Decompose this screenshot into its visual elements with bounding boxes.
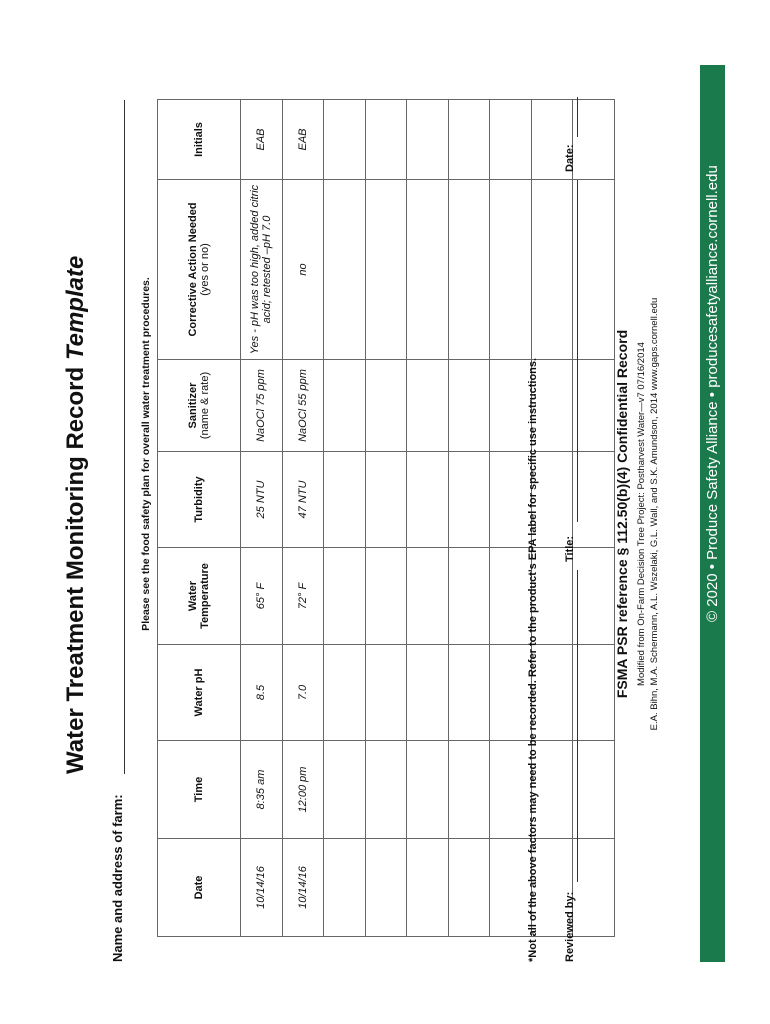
- column-header-label: Water Temperature: [187, 563, 211, 629]
- table-cell[interactable]: [324, 645, 366, 741]
- table-cell[interactable]: [490, 180, 532, 360]
- table-cell[interactable]: [448, 839, 490, 937]
- table-cell[interactable]: Yes - pH was too high, added citric acid; retested –pH 7.0: [241, 180, 283, 360]
- table-row: [490, 100, 532, 937]
- column-header: [158, 452, 241, 548]
- table-cell[interactable]: [531, 180, 573, 360]
- table-cell[interactable]: [448, 360, 490, 452]
- table-cell[interactable]: [407, 180, 449, 360]
- table-row: [282, 100, 324, 937]
- table-cell[interactable]: 72° F: [282, 548, 324, 645]
- table-header-row: [158, 100, 241, 937]
- table-cell[interactable]: [365, 100, 407, 180]
- column-header: [158, 839, 241, 937]
- table-cell[interactable]: [573, 360, 615, 452]
- table-cell[interactable]: [365, 548, 407, 645]
- monitoring-table: [157, 99, 615, 937]
- table-cell[interactable]: [490, 100, 532, 180]
- table-cell[interactable]: 65° F: [241, 548, 283, 645]
- column-header: [158, 548, 241, 645]
- table-cell[interactable]: [324, 452, 366, 548]
- table-cell[interactable]: [365, 839, 407, 937]
- table-cell[interactable]: [365, 741, 407, 839]
- table-cell[interactable]: EAB: [282, 100, 324, 180]
- date-label: Date:: [564, 144, 576, 172]
- table-cell[interactable]: 47 NTU: [282, 452, 324, 548]
- table-cell[interactable]: [365, 360, 407, 452]
- table-cell[interactable]: [573, 548, 615, 645]
- column-header: [158, 360, 241, 452]
- table-cell[interactable]: [490, 452, 532, 548]
- table-cell[interactable]: 10/14/16: [282, 839, 324, 937]
- table-cell[interactable]: no: [282, 180, 324, 360]
- title-italic: Template: [62, 255, 89, 361]
- footer-band: [700, 65, 725, 962]
- table-cell[interactable]: EAB: [241, 100, 283, 180]
- column-header: [158, 100, 241, 180]
- table-cell[interactable]: 7.0: [282, 645, 324, 741]
- table-cell[interactable]: [407, 645, 449, 741]
- table-cell[interactable]: [407, 360, 449, 452]
- table-cell[interactable]: [573, 645, 615, 741]
- column-header: [158, 741, 241, 839]
- table-cell[interactable]: NaOCl 75 ppm: [241, 360, 283, 452]
- column-header-sublabel: (yes or no): [199, 243, 211, 296]
- table-row: [573, 100, 615, 937]
- table-cell[interactable]: [490, 645, 532, 741]
- column-header: [158, 180, 241, 360]
- table-cell[interactable]: [573, 741, 615, 839]
- credit-line-1: Modified from On-Farm Decision Tree Project: Postharvest Water—v7 07/16/2014: [636, 342, 647, 686]
- table-cell[interactable]: [448, 645, 490, 741]
- table-cell[interactable]: [324, 741, 366, 839]
- table-row: [365, 100, 407, 937]
- table-cell[interactable]: [407, 548, 449, 645]
- table-cell[interactable]: [490, 548, 532, 645]
- table-cell[interactable]: 8.5: [241, 645, 283, 741]
- table-cell[interactable]: [490, 839, 532, 937]
- table-cell[interactable]: [448, 548, 490, 645]
- title-main: Water Treatment Monitoring Record: [62, 366, 89, 774]
- table-cell[interactable]: [407, 100, 449, 180]
- table-cell[interactable]: [490, 741, 532, 839]
- table-cell[interactable]: [324, 360, 366, 452]
- footer-text: © 2020 • Produce Safety Alliance • producesafetyalliance.cornell.edu: [704, 165, 721, 622]
- table-cell[interactable]: [573, 452, 615, 548]
- table-cell[interactable]: [448, 452, 490, 548]
- table-cell[interactable]: [407, 741, 449, 839]
- column-header-label: Corrective Action Needed: [187, 202, 199, 337]
- table-row: [241, 100, 283, 937]
- table-cell[interactable]: [324, 100, 366, 180]
- table-cell[interactable]: [407, 839, 449, 937]
- column-header-label: Time: [193, 776, 205, 803]
- column-header-label: Sanitizer: [187, 382, 199, 429]
- column-header-label: Initials: [193, 122, 205, 157]
- table-cell[interactable]: 10/14/16: [241, 839, 283, 937]
- table-cell[interactable]: [448, 741, 490, 839]
- table-cell[interactable]: [448, 180, 490, 360]
- table-cell[interactable]: [573, 100, 615, 180]
- column-header: [158, 645, 241, 741]
- title-label: Title:: [564, 535, 576, 562]
- column-header-label: Turbidity: [193, 476, 205, 523]
- table-cell[interactable]: [365, 180, 407, 360]
- farm-name-field[interactable]: [124, 100, 125, 774]
- table-row: [407, 100, 449, 937]
- reviewed-by-label: Reviewed by:: [564, 891, 576, 962]
- date-field[interactable]: [577, 97, 578, 137]
- fsma-reference: FSMA PSR reference § 112.50(b)(4) Confidential Record: [614, 329, 630, 699]
- column-header-sublabel: (name & rate): [199, 371, 211, 440]
- table-cell[interactable]: [365, 452, 407, 548]
- table-cell[interactable]: [324, 548, 366, 645]
- footnote: *Not all of the above factors may need to be recorded. Refer to the product's EPA label for specific use instructions.: [527, 357, 539, 962]
- plan-note: Please see the food safety plan for overall water treatment procedures.: [140, 277, 152, 631]
- farm-name-label: Name and address of farm:: [110, 794, 125, 962]
- table-cell[interactable]: 8:35 am: [241, 741, 283, 839]
- table-cell[interactable]: [407, 452, 449, 548]
- table-cell[interactable]: 12:00 pm: [282, 741, 324, 839]
- column-header-label: Date: [193, 875, 205, 900]
- table-cell[interactable]: NaOCl 55 ppm: [282, 360, 324, 452]
- table-cell[interactable]: [573, 180, 615, 360]
- table-cell[interactable]: 25 NTU: [241, 452, 283, 548]
- credit-line-2: E.A. Bihn, M.A. Schermann, A.L. Wszelaki, G.L. Wall, and S.K. Amundson, 2014 www.gaps.cornell.edu: [649, 297, 660, 731]
- title-field[interactable]: [577, 180, 578, 522]
- table-cell[interactable]: [365, 645, 407, 741]
- table-row: [324, 100, 366, 937]
- reviewed-by-field[interactable]: [577, 570, 578, 882]
- table-cell[interactable]: [490, 360, 532, 452]
- table-cell[interactable]: [573, 839, 615, 937]
- table-row: [448, 100, 490, 937]
- table-cell[interactable]: [448, 100, 490, 180]
- table-cell[interactable]: [324, 180, 366, 360]
- page-title: [62, 94, 90, 774]
- column-header-label: Water pH: [193, 668, 205, 717]
- table-cell[interactable]: [324, 839, 366, 937]
